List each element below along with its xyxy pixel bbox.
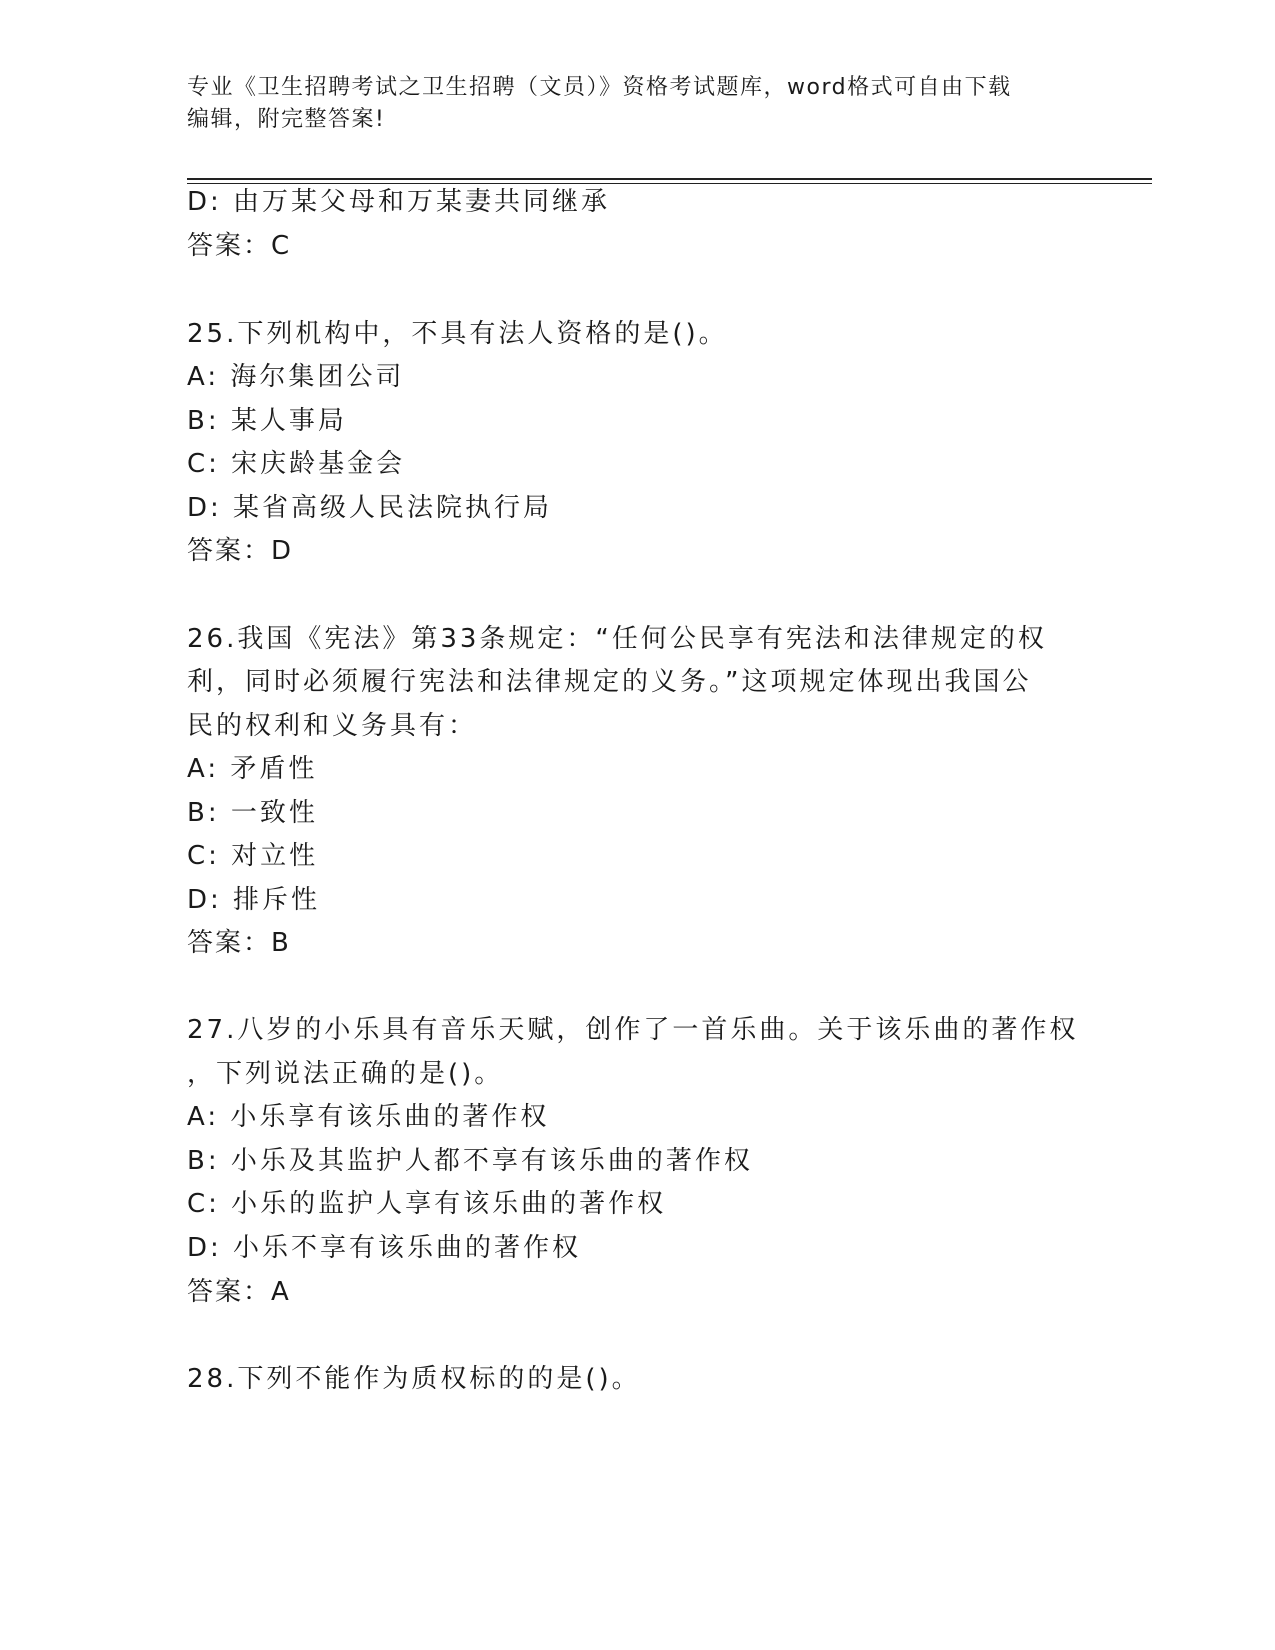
q25-option-a: A: 海尔集团公司 [187,362,405,392]
q27-stem-line-1: 27.八岁的小乐具有音乐天赋，创作了一首乐曲。关于该乐曲的著作权 [187,1015,1079,1045]
header-divider-thin [187,183,1152,184]
q27-option-c: C: 小乐的监护人享有该乐曲的著作权 [187,1189,667,1219]
header-line-2: 编辑，附完整答案! [187,107,386,132]
q26-option-d: D: 排斥性 [187,885,321,915]
q27-option-a: A: 小乐享有该乐曲的著作权 [187,1102,550,1132]
q25-option-b: B: 某人事局 [187,406,347,436]
q27-option-b: B: 小乐及其监护人都不享有该乐曲的著作权 [187,1146,753,1176]
q26-stem-line-3: 民的权利和义务具有： [187,711,478,741]
header-divider-thick [187,178,1152,180]
q25-option-c: C: 宋庆龄基金会 [187,449,406,479]
document-header [187,72,1077,136]
q25-option-d: D: 某省高级人民法院执行局 [187,493,553,523]
q26-answer: 答案：B [187,928,291,958]
q26-option-b: B: 一致性 [187,798,318,828]
q27-stem-line-2: ，下列说法正确的是()。 [187,1059,504,1089]
q27-answer: 答案：A [187,1277,291,1307]
header-line-1: 专业《卫生招聘考试之卫生招聘（文员）》资格考试题库，word格式可自由下载 [187,75,1012,100]
q24-answer: 答案：C [187,231,292,261]
q26-stem-line-2: 利，同时必须履行宪法和法律规定的义务。”这项规定体现出我国公 [187,667,1032,697]
q28-stem: 28.下列不能作为质权标的的是()。 [187,1364,641,1394]
q25-answer: 答案：D [187,536,294,566]
q24-option-d: D: 由万某父母和万某妻共同继承 [187,187,611,217]
q26-option-c: C: 对立性 [187,841,319,871]
q26-stem-line-1: 26.我国《宪法》第33条规定：“任何公民享有宪法和法律规定的权 [187,624,1047,654]
q27-option-d: D: 小乐不享有该乐曲的著作权 [187,1233,582,1263]
q26-option-a: A: 矛盾性 [187,754,318,784]
q25-stem: 25.下列机构中，不具有法人资格的是()。 [187,319,728,349]
